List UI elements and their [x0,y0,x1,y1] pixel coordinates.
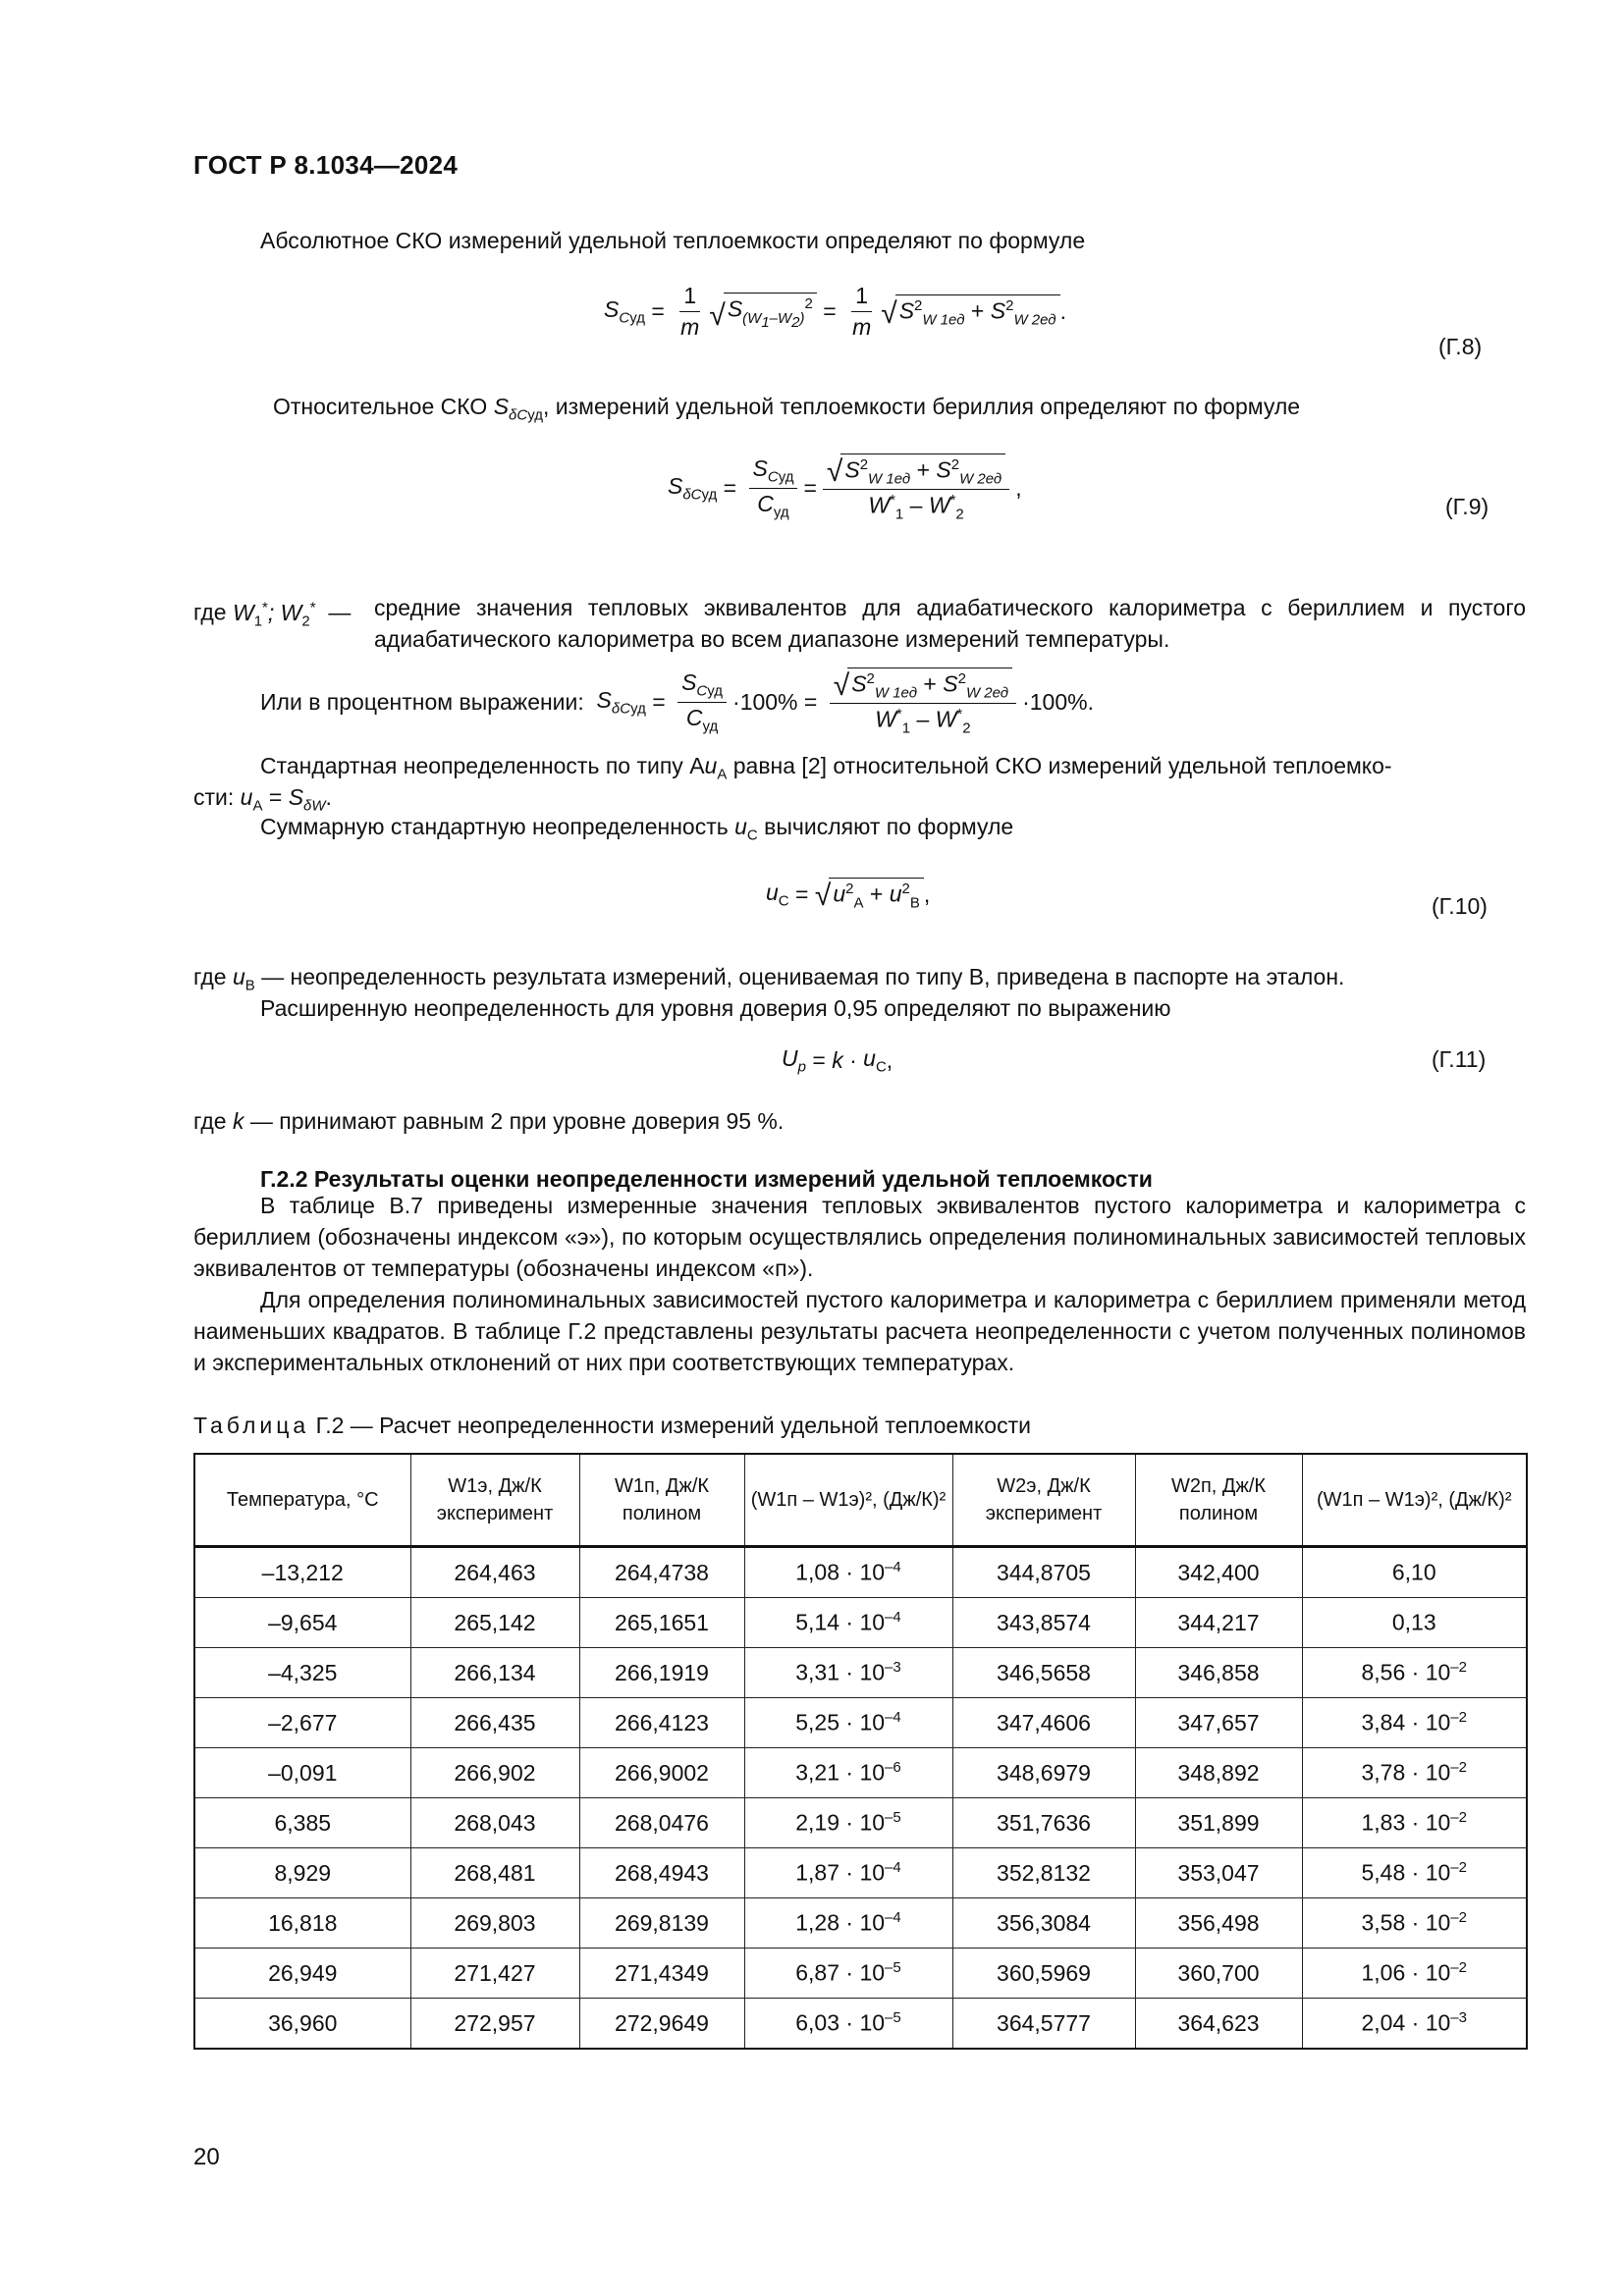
table-cell [579,1898,744,1949]
table-cell [579,1999,744,2050]
cell-value: 364,5777 [997,2009,1091,2036]
table-cell [744,1547,952,1598]
cell-exponent: –4 [885,1909,901,1927]
cell-value: 8,929 [274,1859,332,1886]
table-cell [1135,1949,1302,1999]
paragraph-lsq: Для определения полиноминальных зависимостей пустого калориметра и калориметра с бериллием применяли метод наименьших квадратов. В таблице Г.2 представлены результаты расчета неопределенности с учетом полученных полиномов и экспериментальных отклонений от них при соответствующих температурах. [193,1287,1526,1375]
table-cell [744,1748,952,1798]
table-cell [1135,1698,1302,1748]
table-row [194,1898,1527,1949]
table-header-cell: W1э, Дж/К эксперимент [410,1454,579,1547]
table-cell [1302,1598,1527,1648]
paragraph-type-b: где $u_В$ — неопределенность результата измерений, оцениваемая по типу В, приведена в паспорте на эталон. [193,964,1345,994]
cell-exponent: –3 [885,1659,901,1677]
cell-value: 266,1919 [615,1659,709,1685]
table-caption [193,1413,1031,1439]
table-cell [410,1698,579,1748]
table-caption-word: Таблица [193,1413,310,1438]
table-cell [1302,1748,1527,1798]
cell-value: 6,03 · 10 [795,2009,886,2036]
table-cell [1302,1848,1527,1898]
paragraph-type-a-cont: сти: $u_А = S_{\delta W}$. [193,784,332,815]
cell-value: –0,091 [268,1759,338,1786]
equation-number-g8: (Г.8) [1438,334,1483,359]
table-cell [410,1547,579,1598]
table-cell [1302,1999,1527,2050]
table-row [194,1798,1527,1848]
table-header-cell: (W1п – W1э)², (Дж/К)² [1302,1454,1527,1547]
paragraph-abs-sko: Абсолютное СКО измерений удельной теплоемкости определяют по формуле [260,228,1086,253]
cell-value: 0,13 [1391,1609,1436,1635]
table-cell [744,1798,952,1848]
table-cell [744,1999,952,2050]
table-cell [194,1949,410,1999]
cell-value: 351,899 [1177,1809,1260,1836]
document-header: ГОСТ Р 8.1034—2024 [193,150,459,180]
cell-value: –9,654 [268,1609,338,1635]
table-cell [194,1698,410,1748]
where-word: где [193,599,227,625]
cell-value: 356,498 [1177,1909,1260,1936]
table-cell [1302,1648,1527,1698]
equation-number-g10: (Г.10) [1432,893,1488,919]
table-header-cell: Температура, °С [194,1454,410,1547]
cell-value: 356,3084 [997,1909,1091,1936]
table-cell [1135,1999,1302,2050]
table-cell [1135,1798,1302,1848]
table-cell [1135,1748,1302,1798]
cell-exponent: –2 [1450,1659,1467,1677]
table-header-cell: W2э, Дж/К эксперимент [952,1454,1135,1547]
formula-g10: $u_С$ = √ $u^2_А + u^2_В$ , [766,879,931,913]
cell-value: 6,385 [274,1809,332,1836]
table-cell [744,1898,952,1949]
cell-value: 347,4606 [997,1709,1091,1735]
cell-exponent: –3 [1450,2009,1467,2027]
cell-exponent: –2 [1450,1859,1467,1877]
table-row [194,1598,1527,1648]
cell-value: 348,6979 [997,1759,1091,1786]
percent-value-1: 100% [739,688,798,715]
cell-value: 269,803 [454,1909,536,1936]
paragraph-type-a: Стандартная неопределенность по типу $Аu_А$ равна [2] относительной СКО измерений удельной теплоемко- [260,753,1392,783]
cell-value: 347,657 [1177,1709,1260,1735]
table-cell [1135,1598,1302,1648]
uncertainty-table [193,1453,1528,2050]
table-cell [579,1848,744,1898]
table-cell [579,1648,744,1698]
table-cell [952,1547,1135,1598]
cell-value: 266,134 [454,1659,536,1685]
table-cell [952,1598,1135,1648]
cell-value: 265,1651 [615,1609,709,1635]
cell-exponent: –5 [885,1959,901,1977]
cell-value: 3,78 · 10 [1361,1759,1451,1786]
cell-exponent: –2 [1450,1959,1467,1977]
cell-value: 1,06 · 10 [1361,1959,1451,1986]
cell-value: 1,83 · 10 [1361,1809,1451,1836]
percent-lead-text: Или в процентном выражении: [260,688,584,715]
cell-value: 5,48 · 10 [1361,1859,1451,1886]
table-cell [952,1898,1135,1949]
cell-value: 5,14 · 10 [795,1609,886,1635]
table-cell [744,1698,952,1748]
table-cell [1302,1949,1527,1999]
table-cell [952,1798,1135,1848]
table-cell [194,1648,410,1698]
paragraph-expanded: Расширенную неопределенность для уровня доверия 0,95 определяют по выражению [260,995,1171,1021]
table-cell [1302,1898,1527,1949]
table-cell [744,1949,952,1999]
table-cell [194,1848,410,1898]
formula-g11: $U_p$ = k · $u_С$ , [782,1045,893,1076]
cell-value: 352,8132 [997,1859,1091,1886]
table-cell [744,1648,952,1698]
cell-value: 5,25 · 10 [795,1709,886,1735]
section-title: Г.2.2 Результаты оценки неопределенности измерений удельной теплоемкости [260,1166,1153,1192]
equation-number-g9: (Г.9) [1445,494,1489,519]
cell-value: 1,08 · 10 [795,1559,886,1585]
cell-value: –13,212 [261,1559,344,1585]
table-cell [952,1648,1135,1698]
where-label-1: где $W_1^*$; $W_2^*$ — [193,599,352,630]
cell-value: 346,858 [1177,1659,1260,1685]
equation-number-g11: (Г.11) [1432,1046,1487,1072]
table-row [194,1999,1527,2050]
table-caption-text: Г.2 — Расчет неопределенности измерений удельной теплоемкости [315,1413,1031,1438]
cell-value: 8,56 · 10 [1361,1659,1451,1685]
type-a-lead: Стандартная неопределенность по типу А [260,753,705,778]
table-cell [579,1798,744,1848]
combined-lead: Суммарную стандартную неопределенность [260,814,735,839]
cell-value: 26,949 [268,1959,338,1986]
table-cell [1135,1898,1302,1949]
where-dash: — [328,599,352,625]
table-cell [1302,1698,1527,1748]
cell-value: 271,427 [454,1959,536,1986]
table-cell [410,1999,579,2050]
table-cell [410,1648,579,1698]
table-cell [410,1848,579,1898]
paragraph-table-b7: В таблице В.7 приведены измеренные значения тепловых эквивалентов пустого калориметра и калориметра с бериллием (обозначены индексом «э»), по которым осуществлялись определения полиноминальных зависимостей тепловых эквивалентов от температуры (обозначены индексом «п»). [193,1193,1526,1281]
table-cell [194,1798,410,1848]
paragraph-combined: Суммарную стандартную неопределенность $u_С$ вычисляют по формуле [260,814,1014,844]
table-cell [410,1798,579,1848]
table-row [194,1648,1527,1698]
cell-value: 265,142 [454,1609,536,1635]
table-cell [952,1748,1135,1798]
cell-value: 268,043 [454,1809,536,1836]
table-cell [579,1698,744,1748]
cell-exponent: –2 [1450,1709,1467,1727]
type-a-tail: равна [2] относительной СКО измерений удельной теплоемко- [727,753,1392,778]
cell-exponent: –4 [885,1559,901,1576]
table-cell [952,1949,1135,1999]
cell-value: 364,623 [1177,2009,1260,2036]
cell-value: 6,87 · 10 [795,1959,886,1986]
cell-value: 264,463 [454,1559,536,1585]
k-lead: где [193,1108,233,1134]
cell-exponent: –2 [1450,1809,1467,1827]
table-row [194,1949,1527,1999]
cell-value: 272,9649 [615,2009,709,2036]
cell-value: 342,400 [1177,1559,1260,1585]
table-cell [194,1898,410,1949]
cell-value: 269,8139 [615,1909,709,1936]
cell-value: 272,957 [454,2009,536,2036]
cell-value: 16,818 [268,1909,338,1936]
table-cell [194,1999,410,2050]
table-cell [579,1949,744,1999]
cell-value: 271,4349 [615,1959,709,1986]
paragraph-k: где k — принимают равным 2 при уровне доверия 95 %. [193,1108,785,1134]
cell-value: 344,217 [1177,1609,1260,1635]
cell-exponent: –4 [885,1859,901,1877]
cell-value: 268,481 [454,1859,536,1886]
cell-exponent: –2 [1450,1909,1467,1927]
cell-value: 266,435 [454,1709,536,1735]
table-cell [194,1547,410,1598]
page-number: 20 [193,2144,220,2170]
cell-value: 268,0476 [615,1809,709,1836]
table-cell [1302,1547,1527,1598]
type-a-cont-text: сти: [193,784,241,810]
percent-value-2: 100%. [1029,688,1094,715]
cell-value: 344,8705 [997,1559,1091,1585]
table-cell [410,1748,579,1798]
cell-value: 3,21 · 10 [795,1759,886,1786]
table-header-cell: W1п, Дж/К полином [579,1454,744,1547]
cell-value: 3,84 · 10 [1361,1709,1451,1735]
cell-value: 2,19 · 10 [795,1809,886,1836]
type-b-lead: где [193,964,233,989]
formula-g9: $S_{\delta Cуд}$ = $\frac{S_{Cуд}}{C_{уд}}$ = √ $S^2_{W 1ед} + S^2_{W 2ед}$ $W^*_1 - W^*_2$ , [668,454,1022,523]
table-cell [952,1999,1135,2050]
table-cell [744,1848,952,1898]
where-definition-1: средние значения тепловых эквивалентов для адиабатического калориметра с бериллием и пустого адиабатического калориметра во всем диапазоне измерений температуры. [374,595,1526,652]
cell-value: 348,892 [1177,1759,1260,1786]
table-cell [744,1598,952,1648]
table-cell [579,1598,744,1648]
table-row [194,1698,1527,1748]
cell-exponent: –5 [885,2009,901,2027]
cell-exponent: –6 [885,1759,901,1777]
table-header-cell: (W1п – W1э)², (Дж/К)² [744,1454,952,1547]
cell-value: 36,960 [268,2009,338,2036]
cell-value: 3,31 · 10 [795,1659,886,1685]
cell-value: 3,58 · 10 [1361,1909,1451,1936]
cell-value: 1,28 · 10 [795,1909,886,1936]
cell-value: 351,7636 [997,1809,1091,1836]
formula-percent: Или в процентном выражении: $S_{\delta Cуд}$ = $\frac{S_{Cуд}}{C_{уд}}$ · 100% = √ $S^2_{W 1ед} + S^2_{W 2ед}$ $W^*_1 - W^*_2$ · 100%. [260,667,1094,737]
cell-value: 6,10 [1391,1559,1436,1585]
table-cell [1302,1798,1527,1848]
table-row [194,1848,1527,1898]
combined-tail: вычисляют по формуле [757,814,1014,839]
cell-value: –2,677 [268,1709,338,1735]
table-cell [1135,1848,1302,1898]
cell-value: 346,5658 [997,1659,1091,1685]
cell-value: 1,87 · 10 [795,1859,886,1886]
cell-exponent: –4 [885,1609,901,1627]
cell-value: 360,700 [1177,1959,1260,1986]
table-cell [410,1898,579,1949]
cell-exponent: –2 [1450,1759,1467,1777]
cell-value: 353,047 [1177,1859,1260,1886]
cell-value: 266,9002 [615,1759,709,1786]
table-cell [579,1748,744,1798]
table-cell [1135,1547,1302,1598]
cell-exponent: –4 [885,1709,901,1727]
cell-value: 360,5969 [997,1959,1091,1986]
cell-exponent: –5 [885,1809,901,1827]
table-cell [579,1547,744,1598]
cell-value: 266,4123 [615,1709,709,1735]
table-cell [952,1698,1135,1748]
paragraph-rel-sko-lead: Относительное СКО [273,394,494,419]
table-cell [194,1598,410,1648]
type-b-tail: — неопределенность результата измерений, оцениваемая по типу В, приведена в паспорте на эталон. [254,964,1345,989]
k-tail: — принимают равным 2 при уровне доверия 95 %. [244,1108,785,1134]
cell-value: 2,04 · 10 [1361,2009,1451,2036]
paragraph-rel-sko-tail: , измерений удельной теплоемкости бериллия определяют по формуле [542,394,1301,419]
table-row [194,1748,1527,1798]
table-cell [194,1748,410,1798]
table-header-cell: W2п, Дж/К полином [1135,1454,1302,1547]
paragraph-rel-sko: Относительное СКО $S_{\delta Cуд}$, измерений удельной теплоемкости бериллия определяют по формуле [273,394,1301,424]
table-cell [410,1949,579,1999]
cell-value: 268,4943 [615,1859,709,1886]
table-cell [1135,1648,1302,1698]
table-row [194,1547,1527,1598]
cell-value: 266,902 [454,1759,536,1786]
cell-value: 264,4738 [615,1559,709,1585]
cell-value: 343,8574 [997,1609,1091,1635]
table-cell [952,1848,1135,1898]
table-cell [410,1598,579,1648]
table-header-row [194,1454,1527,1547]
formula-g8: $S_{Cуд}$ = $\frac{1}{m}$ √ $S_{(W_1-W_2)}^2$ = $\frac{1}{m}$ √ $S^2_{W 1ед} + S^2_{W 2ед}$ . [604,283,1066,340]
cell-value: –4,325 [268,1659,338,1685]
